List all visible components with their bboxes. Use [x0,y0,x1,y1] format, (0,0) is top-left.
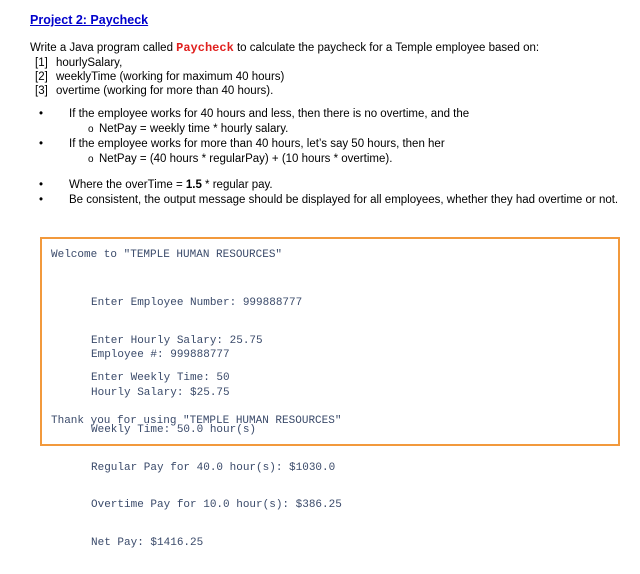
class-name-code: Paycheck [176,41,234,55]
list-item [35,56,284,70]
thank-you-message: Thank you for using "TEMPLE HUMAN RESOURCES" [51,415,342,427]
rule-item [35,178,618,193]
list-item-text: weeklyTime (working for maximum 40 hours) [56,71,285,83]
bullet-icon: • [38,108,44,120]
list-item-text: hourlySalary, [56,57,123,69]
list-item-number: [1] [35,57,48,69]
rule-subtext: NetPay = (40 hours * regularPay) + (10 hours * overtime). [99,153,393,165]
page-title: Project 2: Paycheck [30,13,149,27]
net-pay-output: Net Pay: $1416.25 [91,536,204,549]
rule-text-before: Where the overTime = [69,179,186,191]
weekly-time-output: Weekly Time: 50.0 hour(s) [91,424,257,436]
list-item-number: [3] [35,85,48,97]
employee-number-output: Employee #: 999888777 [91,349,230,361]
list-item-number: [2] [35,71,48,83]
regular-pay-output: Regular Pay for 40.0 hour(s): $1030.0 [91,461,336,474]
rule-subitem [35,152,618,167]
list-item [35,84,284,98]
overtime-multiplier: 1.5 [185,179,202,191]
bullet-icon: • [38,194,44,206]
rule-text-after: * regular pay. [201,179,273,191]
bullet-icon: • [38,179,44,191]
rule-subtext: NetPay = weekly time * hourly salary. [99,123,289,135]
overtime-pay-output: Overtime Pay for 10.0 hour(s): $386.25 [91,499,342,511]
rule-subitem [35,122,618,137]
intro-text-before: Write a Java program called [30,42,177,54]
rule-text: If the employee works for more than 40 hours, let’s say 50 hours, then her [69,138,445,150]
list-item [35,70,284,84]
sub-bullet-icon: o [88,124,94,135]
weekly-time-prompt: Enter Weekly Time: 50 [91,372,230,384]
rule-text: Be consistent, the output message should be displayed for all employees, whether they had overtime or not. [69,194,619,206]
list-item-text: overtime (working for more than 40 hours). [56,85,274,97]
welcome-message: Welcome to "TEMPLE HUMAN RESOURCES" [51,249,283,261]
numbered-list [35,56,284,98]
intro-paragraph [30,41,539,55]
rule-item [35,193,618,208]
bullet-icon: • [38,138,44,150]
rule-item [35,137,618,152]
rule-text: If the employee works for 40 hours and less, then there is no overtime, and the [69,108,470,120]
sample-output-box [40,237,620,549]
rules-list [35,107,618,208]
sub-bullet-icon: o [88,154,94,165]
intro-text-after: to calculate the paycheck for a Temple employee based on: [233,42,540,54]
employee-number-prompt: Enter Employee Number: 999888777 [91,297,303,309]
hourly-salary-prompt: Enter Hourly Salary: 25.75 [91,334,263,347]
rule-item [35,107,618,122]
paycheck-results [91,325,342,574]
hourly-salary-output: Hourly Salary: $25.75 [91,386,230,399]
